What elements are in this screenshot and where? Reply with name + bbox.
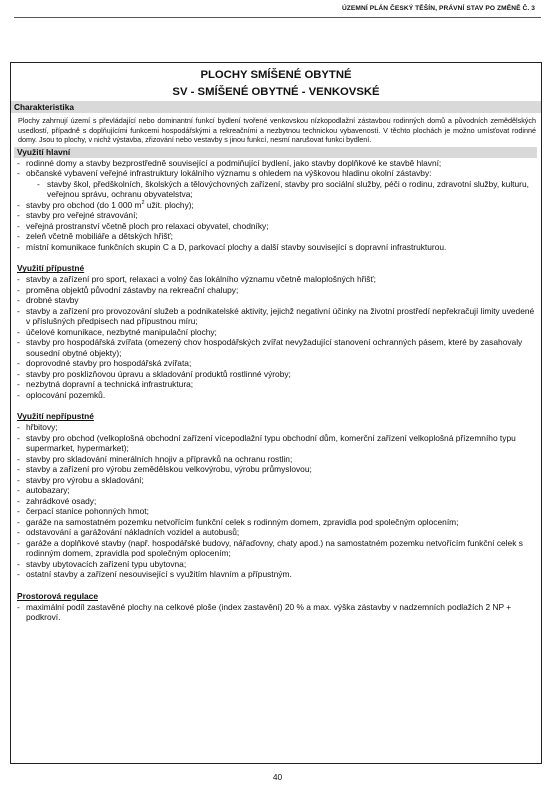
- list-item: [17, 200, 537, 211]
- list-item: - ostatní stavby a zařízení nesouvisející s využitím hlavním a přípustným.: [17, 569, 537, 580]
- sub-list-item: - stavby škol, předškolních, školských a tělovýchovných zařízení, stavby pro sociální služby, péči o rodinu, zdravotní služby, kulturu, veřejnou správu, ochranu obyvatelstva;: [37, 179, 537, 200]
- list-item: - drobné stavby: [17, 295, 537, 306]
- list-item: - hřbitovy;: [17, 422, 537, 433]
- list-item: - maximální podíl zastavěné plochy na celkové ploše (index zastavění) 20 % a max. výška zástavby v nadzemních podlažích 2 NP + podkroví.: [17, 602, 537, 623]
- list-item: - čerpací stanice pohonných hmot;: [17, 506, 537, 517]
- list-item: - rodinné domy a stavby bezprostředně související a podmiňující bydlení, jako stavby doplňkové ke stavbě hlavní;: [17, 158, 537, 169]
- list-item: - stavby ubytovacích zařízení typu ubytovna;: [17, 559, 537, 570]
- list-item: - zeleň včetně mobiliáře a dětských hřišť;: [17, 231, 537, 242]
- prohibited-use-heading: Využití nepřípustné: [17, 411, 94, 422]
- characteristics-heading: Charakteristika: [11, 101, 541, 113]
- list-item: - stavby pro skladování minerálních hnojiv a přípravků na ochranu rostlin;: [17, 454, 537, 465]
- main-use-heading: Využití hlavní: [14, 147, 537, 158]
- list-item: - místní komunikace funkčních skupin C a D, parkovací plochy a další stavby související s dopravní infrastrukturou.: [17, 242, 537, 253]
- list-item: - garáže na samostatném pozemku netvořícím funkční celek s rodinným domem, zpravidla pod společným oplocením;: [17, 517, 537, 528]
- spatial-regulation-heading: Prostorová regulace: [17, 590, 98, 601]
- document-header: ÚZEMNÍ PLÁN ČESKÝ TĚŠÍN, PRÁVNÍ STAV PO ZMĚNĚ Č. 3: [341, 5, 535, 12]
- list-item: - nezbytná dopravní a technická infrastruktura;: [17, 379, 537, 390]
- header-rule: [14, 17, 541, 18]
- title-line-1: PLOCHY SMÍŠENÉ OBYTNÉ: [200, 69, 352, 81]
- main-use-sublist: [26, 179, 537, 200]
- list-item-text: občanské vybavení veřejné infrastruktury lokálního významu s ohledem na výškovou hladinu okolní zástavby:: [26, 168, 432, 179]
- shop-text: stavby pro obchod (do 1 000 m: [26, 199, 142, 210]
- list-item: - zahrádkové osady;: [17, 496, 537, 507]
- main-use-list: [14, 158, 537, 253]
- spatial-regulation-list: [14, 602, 537, 623]
- permitted-use-list: [14, 274, 537, 400]
- characteristics-text: Plochy zahrnují území s převládající nebo dominantní funkcí bydlení tvořené venkovskou nízkopodlažní zástavbou rodinných domů a původních zemědělských usedlostí, případně s doplňujícími funkcemi hospodářskými a rekreačními a nezbytnou technickou vybaveností. V těchto plochách je možno umísťovat rodinné domy. Jsou to plochy, v nichž výstavba, zřizování nebo vestavby s jinou funkcí, nesmí narušovat funkci bydlení.: [18, 116, 536, 145]
- regulation-content: [11, 147, 541, 623]
- list-item: - stavby a zařízení pro výrobu zemědělskou velkovýrobu, výrobu průmyslovou;: [17, 464, 537, 475]
- list-item: - stavby pro veřejné stravování;: [17, 210, 537, 221]
- list-item: - účelové komunikace, nezbytné manipulační plochy;: [17, 327, 537, 338]
- title-line-2: SV - SMÍŠENÉ OBYTNÉ - VENKOVSKÉ: [172, 86, 380, 98]
- list-item: - garáže a doplňkové stavby (např. hospodářské budovy, nářaďovny, chaty apod.) na samostatném pozemku netvořícím funkční celek s rodinným domem, zpravidla pod společným oplocením;: [17, 538, 537, 559]
- list-item: - autobazary;: [17, 485, 537, 496]
- list-item: - stavby a zařízení pro provozování služeb a podnikatelské aktivity, jejichž negativní účinky na životní prostředí nepřekračují limity uvedené v příslušných předpisech nad přípustnou míru;: [17, 306, 537, 327]
- prohibited-use-list: [14, 422, 537, 580]
- shop-text-end: užit. plochy);: [144, 199, 194, 210]
- list-item: - proměna objektů původní zástavby na rekreační chalupy;: [17, 285, 537, 296]
- list-item: - stavby pro posklizňovou úpravu a skladování produktů rostlinné výroby;: [17, 369, 537, 380]
- list-item: - stavby pro výrobu a skladování;: [17, 475, 537, 486]
- list-item: [17, 168, 537, 200]
- list-item: - stavby pro hospodářská zvířata (omezený chov hospodářských zvířat nevyžadující stanovení ochranných pásem, které by zasahovaly sousední obytné objekty);: [17, 337, 537, 358]
- page-number: 40: [272, 772, 283, 782]
- list-item: - oplocování pozemků.: [17, 390, 537, 401]
- list-item: - odstavování a garážování nákladních vozidel a autobusů;: [17, 527, 537, 538]
- permitted-use-heading: Využití přípustné: [17, 263, 85, 274]
- list-item: - doprovodné stavby pro hospodářská zvířata;: [17, 358, 537, 369]
- regulation-frame: [10, 62, 542, 764]
- list-item: - stavby a zařízení pro sport, relaxaci a volný čas lokálního významu včetně maloplošných hřišť;: [17, 274, 537, 285]
- superscript-2: 2: [141, 199, 145, 206]
- list-item: - stavby pro obchod (velkoplošná obchodní zařízení vícepodlažní typu obchodní dům, komerční zařízení velkoplošná přízemního typu supermarket, hypermarket);: [17, 433, 537, 454]
- list-item: - veřejná prostranství včetně ploch pro relaxaci obyvatel, chodníky;: [17, 221, 537, 232]
